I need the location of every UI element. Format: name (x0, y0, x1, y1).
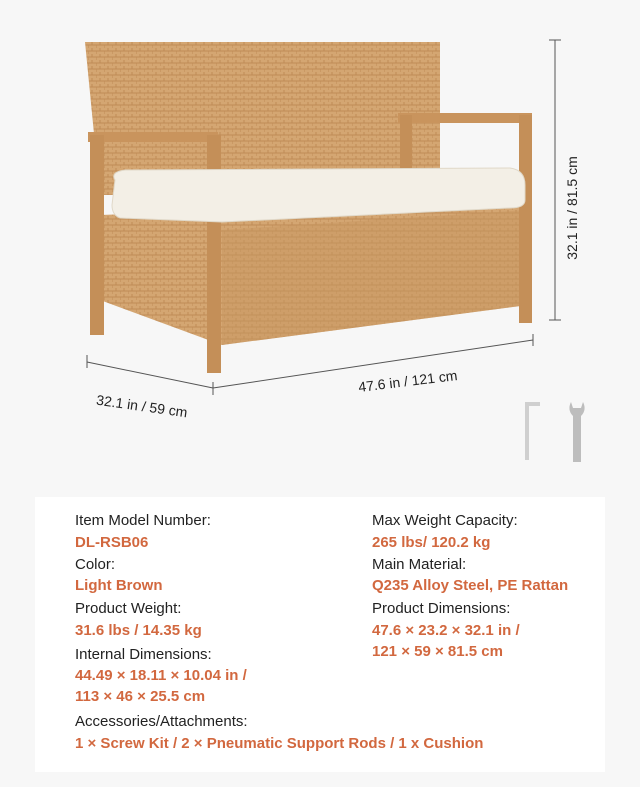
depth-dimension-label: 32.1 in / 59 cm (95, 391, 189, 421)
capacity-label: Max Weight Capacity: (372, 512, 518, 529)
model-label: Item Model Number: (75, 512, 211, 529)
accessories-value: 1 × Screw Kit / 2 × Pneumatic Support Rods / 1 x Cushion (75, 735, 484, 752)
product-dimensions-label: Product Dimensions: (372, 600, 511, 617)
height-dimension-label: 32.1 in / 81.5 cm (563, 156, 580, 260)
specs-card (35, 497, 605, 772)
internal-dimensions-label: Internal Dimensions: (75, 646, 212, 663)
bench (85, 42, 532, 373)
capacity-value: 265 lbs/ 120.2 kg (372, 534, 491, 551)
product-dimensions-value-cm: 121 × 59 × 81.5 cm (372, 643, 503, 660)
weight-label: Product Weight: (75, 600, 182, 617)
material-value: Q235 Alloy Steel, PE Rattan (372, 577, 569, 594)
model-value: DL-RSB06 (75, 534, 149, 551)
hex-key-icon (527, 404, 540, 460)
internal-dimensions-value-cm: 113 × 46 × 25.5 cm (75, 688, 206, 705)
internal-dimensions-value-in: 44.49 × 18.11 × 10.04 in / (75, 667, 247, 684)
width-dimension-label: 47.6 in / 121 cm (357, 366, 459, 396)
wrench-icon (569, 402, 584, 462)
color-value: Light Brown (75, 577, 163, 594)
color-label: Color: (75, 556, 116, 573)
accessories-label: Accessories/Attachments: (75, 713, 248, 730)
material-label: Main Material: (372, 556, 467, 573)
weight-value: 31.6 lbs / 14.35 kg (75, 622, 202, 639)
product-dimensions-value-in: 47.6 × 23.2 × 32.1 in / (372, 622, 520, 639)
